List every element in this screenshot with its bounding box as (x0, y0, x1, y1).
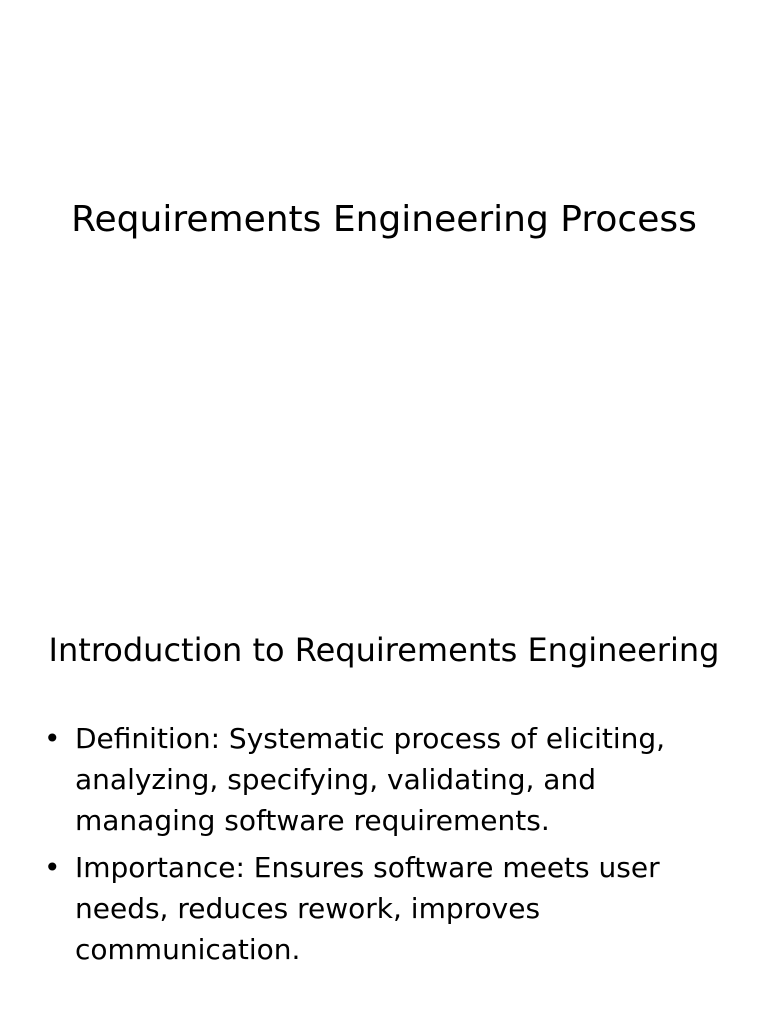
content-slide (0, 576, 768, 1024)
bullet-list (40, 718, 730, 976)
bullet-text: Definition: Systematic process of eliciting, analyzing, specifying, validating, and managing software requirements. (75, 722, 666, 837)
bullet-marker: • (44, 722, 61, 755)
bullet-definition (40, 718, 730, 841)
bullet-importance (40, 847, 730, 970)
bullet-text: Importance: Ensures software meets user needs, reduces rework, improves communication. (75, 851, 660, 966)
slide-title: Introduction to Requirements Engineering (48, 631, 720, 669)
bullet-marker: • (44, 851, 61, 884)
presentation-title: Requirements Engineering Process (71, 199, 697, 240)
